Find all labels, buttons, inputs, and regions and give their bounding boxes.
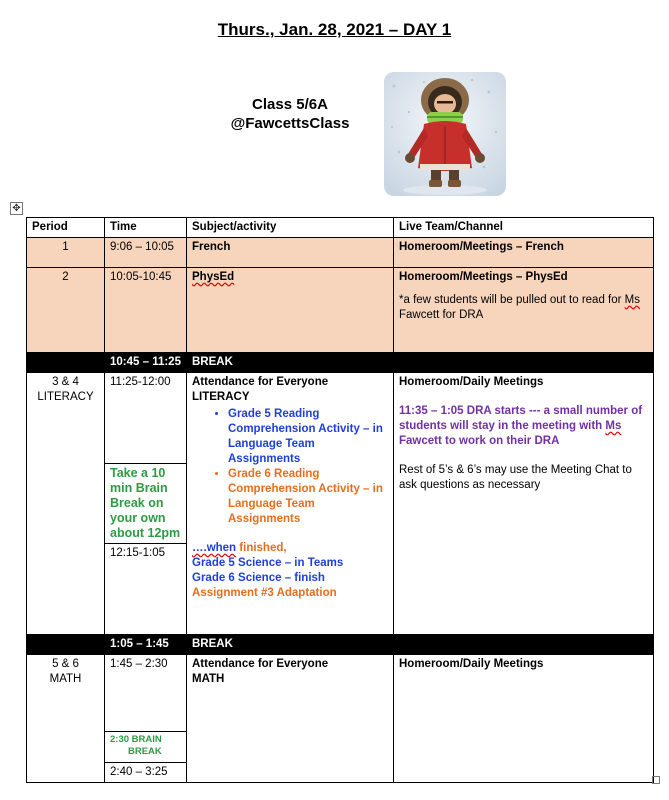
header-subject: Subject/activity [187,218,394,238]
time-cell: 10:05-10:45 [105,268,187,353]
break-time: 10:45 – 11:25 [105,353,187,373]
time-2: 2:40 – 3:25 [105,762,186,782]
subject-cell [187,268,394,353]
brain-break-note: Take a 10 min Brain Break on your own about 12pm [105,463,186,543]
when-finished: ….when finished, [192,542,287,554]
header-row [27,218,654,238]
class-header [220,95,360,133]
row-literacy [27,373,654,635]
header-time: Time [105,218,187,238]
period-cell: 1 [27,238,105,268]
class-handle: @FawcettsClass [230,115,350,132]
list-item: • Grade 5 Reading Comprehension Activity – in Language Team Assignments [228,407,388,467]
dra-note: *a few students will be pulled out to read for Ms Fawcett for DRA [399,294,641,321]
period-cell: 5 & 6 MATH [27,655,105,783]
reading-list [192,407,388,527]
class-name: Class 5/6A [252,96,328,113]
period-cell: 3 & 4 LITERACY [27,373,105,635]
live-title: Homeroom/Meetings – PhysEd [399,271,568,283]
row-period-1 [27,238,654,268]
table-move-handle-icon[interactable]: ✥ [10,202,23,215]
break-time: 1:05 – 1:45 [105,635,187,655]
subject-cell: French [187,238,394,268]
subject-text: PhysEd [192,271,235,283]
live-cell: Homeroom/Daily Meetings 11:35 – 1:05 DRA starts --- a small number of students will stay in the meeting with Ms Fawcett to work on their DRA Rest of 5’s & 6’s may use the Meeting Chat to ask questions as necessary [394,373,654,635]
break-label: BREAK [187,635,654,655]
header-live: Live Team/Channel [394,218,654,238]
time-cell [105,655,187,783]
break-row [27,635,654,655]
schedule-table [26,217,654,783]
document-title: Thurs., Jan. 28, 2021 – DAY 1 [217,20,452,39]
break-label: BREAK [187,353,654,373]
time-1: 11:25-12:00 [110,376,171,388]
header-period: Period [27,218,105,238]
row-math [27,655,654,783]
list-item: • Grade 6 Reading Comprehension Activity – in Language Team Assignments [228,467,388,527]
winter-child-svg [384,72,506,196]
time-cell: 9:06 – 10:05 [105,238,187,268]
chat-note: Rest of 5’s & 6’s may use the Meeting Chat to ask questions as necessary [399,464,632,491]
break-row [27,353,654,373]
when-link[interactable]: ….when [192,542,237,554]
time-2: 12:15-1:05 [105,543,186,563]
subject-cell: Attendance for Everyone MATH [187,655,394,783]
subject-cell: Attendance for Everyone LITERACY • Grade 5 Reading Comprehension Activity – in Language Team Assignments • Grade 6 Reading Comprehension Activity – in Language Team Assignments ….when finished, Grade 5 Science – in Teams Grade 6 Science – finish Assignment #3 Adaptation [187,373,394,635]
time-1: 1:45 – 2:30 [110,658,168,670]
live-cell: Homeroom/Meetings – French [394,238,654,268]
winter-child-illustration [384,72,506,196]
dra-note: 11:35 – 1:05 DRA starts --- a small number of students will stay in the meeting with Ms Fawcett to work on their DRA [399,405,643,447]
live-cell: Homeroom/Daily Meetings [394,655,654,783]
table-resize-handle[interactable] [652,776,660,784]
period-cell: 2 [27,268,105,353]
row-period-2 [27,268,654,353]
time-cell [105,373,187,635]
live-cell [394,268,654,353]
brain-break-note: 2:30 BRAIN BREAK [105,731,186,762]
